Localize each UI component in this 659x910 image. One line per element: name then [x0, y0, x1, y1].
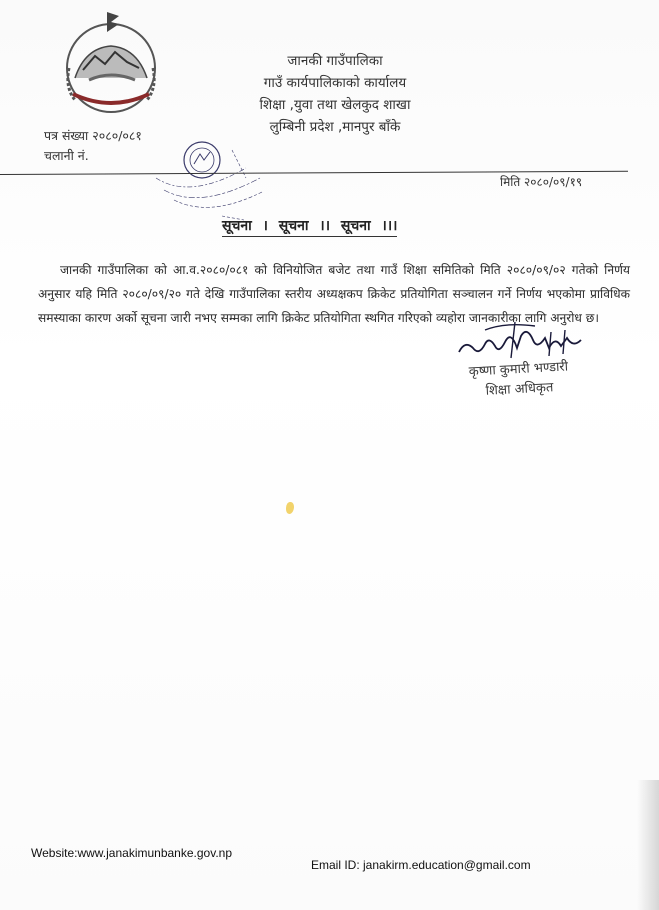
branch-name: शिक्षा ,युवा तथा खेलकुद शाखा: [259, 97, 411, 113]
signatory-name: कृष्णा कुमारी भण्डारी: [468, 359, 569, 380]
paper-speck: [286, 502, 294, 514]
office-header: [200, 50, 470, 138]
municipality-name: जानकी गाउँपालिका: [287, 53, 383, 69]
office-address: लुम्बिनी प्रदेश ,मानपुर बाँके: [269, 119, 401, 135]
letter-date: मिति २०८०/०९/१९: [500, 175, 583, 189]
dispatch-number: चलानी नं.: [44, 148, 89, 163]
office-stamp: [150, 138, 275, 228]
office-name: गाउँ कार्यपालिकाको कार्यालय: [263, 75, 407, 91]
nepal-emblem-icon: [55, 8, 167, 120]
letter-number: पत्र संख्या २०८०/०८१: [44, 128, 142, 143]
signatory-block: [443, 356, 595, 404]
notice-body: जानकी गाउँपालिका को आ.व.२०८०/०८१ को विनियोजित बजेट तथा गाउँ शिक्षा समितिको मिति २०८०/०९/०२ गतेको निर्णय अनुसार यहि मिति २०८०/०९/२० गते देखि गाउँपालिका स्तरीय अध्यक्षकप क्रिकेट प्रतियोगिता सञ्चालन गर्ने निर्णय भएकोमा प्राविधिक समस्याका कारण अर्को सूचना जारी नभए सम्मका लागि क्रिकेट प्रतियोगिता स्थगित गरिएको व्यहोरा जानकारीका लागि अनुरोध छ।: [38, 263, 630, 325]
reference-block: [44, 126, 142, 166]
footer-website: Website:www.janakimunbanke.gov.np: [31, 846, 232, 860]
footer-email: Email ID: janakirm.education@gmail.com: [311, 858, 531, 872]
notice-title: सूचना । सूचना ।। सूचना ।।।: [222, 216, 397, 237]
signatory-designation: शिक्षा अधिकृत: [485, 380, 554, 399]
page-edge-shadow: [637, 780, 659, 910]
